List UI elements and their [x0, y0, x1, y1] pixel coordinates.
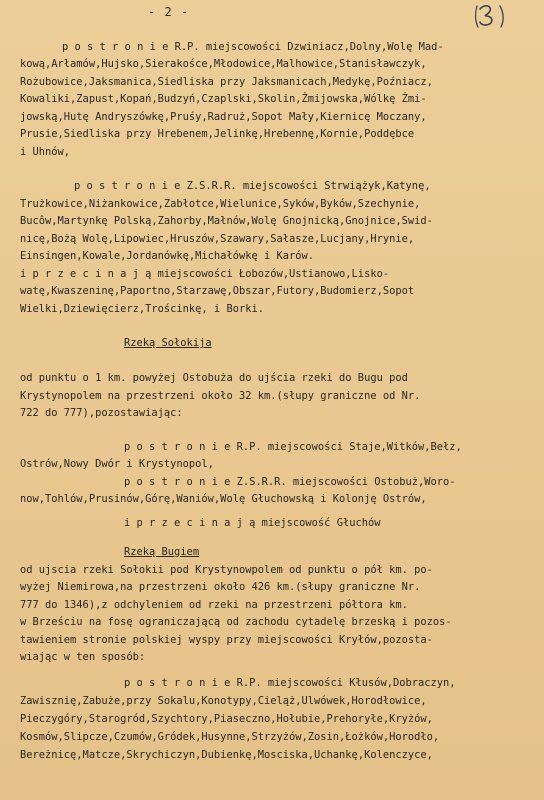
- text-line: Kosmów,Slipcze,Czumów,Gródek,Husynne,Strzyżów,Zosin,Łożków,Horodło,: [20, 731, 440, 743]
- text-line: wyżej Niemirowa,na przestrzeni około 426 km.(słupy graniczne Nr.: [20, 581, 421, 593]
- text-line: Prusie,Siedliska przy Hrebenem,Jelinkę,Hrebennę,Kornie,Poddębce: [20, 128, 415, 140]
- text-line: 722 do 777),pozostawiając:: [20, 407, 183, 419]
- text-line: p o s t r o n i e R.P. miejscowości Kłusów,Dobraczyn,: [124, 677, 456, 689]
- text-line: nicę,Bożą Wolę,Lipowiec,Hruszów,Szawary,Sałasze,Lucjany,Hrynie,: [20, 233, 415, 245]
- text-line: Bucôw,Martynkę Polską,Zahorby,Małnów,Wolę Gnojnicką,Gnojnice,Swid-: [20, 215, 433, 227]
- text-line: Pieczygóry,Starogród,Szychtory,Piaseczno,Hołubie,Prehoryłe,Kryżów,: [20, 713, 433, 725]
- text-line: i p r z e c i n a j ą miejscowości Łobozów,Ustianowo,Lisko-: [20, 268, 390, 280]
- text-line: Kowaliki,Zapust,Kopań,Budzyń,Czaplski,Skolin,Żmijowska,Wólkę Żmi-: [20, 93, 427, 105]
- text-line: 777 do 1346),z odchyleniem od rzeki na przestrzeni półtora km.: [20, 599, 408, 611]
- text-line: now,Tohlów,Prusinów,Górę,Waniów,Wolę Głuchowską i Kolonję Ostrów,: [20, 493, 427, 505]
- text-line: p o s t r o n i e R.P. miejscowości Dzwiniacz,Dolny,Wolę Mad-: [62, 41, 444, 53]
- section-heading: Rzeką Sołokija: [124, 337, 212, 349]
- text-line: wiając w ten sposób:: [20, 651, 146, 663]
- text-line: w Brześciu na fosę ograniczającą od zachodu cytadelę brzeską i pozos-: [20, 616, 452, 628]
- text-line: Ostrów,Nowy Dwór i Krystynopol,: [20, 458, 214, 470]
- text-line: watę,Kwaszeninę,Paportno,Starzawę,Obszar,Futory,Budomierz,Sopot: [20, 285, 415, 297]
- text-line: tawieniem stronie polskiej wyspy przy miejscowości Kryłów,pozosta-: [20, 634, 433, 646]
- text-line: od ujscia rzeki Sołokii pod Krystynowpolem od punktu o pół km. po-: [20, 564, 433, 576]
- text-line: jowską,Hutę Andryszówkę,Pruśy,Radruż,Sopot Mały,Kiernicę Moczany,: [20, 111, 427, 123]
- page-number: - 2 -: [148, 5, 190, 19]
- text-line: kową,Arłamów,Hujsko,Sierakośce,Młodowice,Malhowice,Stanisławczyk,: [20, 58, 427, 70]
- text-line: Wielki,Dziewięcierz,Trościnkę, i Borki.: [20, 303, 264, 315]
- text-line: i p r z e c i n a j ą miejscowość Głuchów: [124, 517, 381, 529]
- text-line: p o s t r o n i e R.P. miejscowości Staje,Witków,Bełz,: [124, 441, 462, 453]
- text-line: Zawisznię,Zabuże,przy Sokalu,Konotypy,Cieląż,Ulwówek,Horodłowice,: [20, 695, 427, 707]
- text-line: p o s t r o n i e Z.S.R.R. miejscowości Ostobuż,Woro-: [124, 476, 456, 488]
- text-line: Rożubowice,Jaksmanica,Siedliska przy Jaksmanicach,Medykę,Poźniacz,: [20, 76, 433, 88]
- text-line: i Uhnów,: [20, 146, 71, 158]
- text-line: Bereżnicę,Matcze,Skrychiczyn,Dubienkę,Mosciska,Uchankę,Kolenczyce,: [20, 749, 433, 761]
- text-line: Krystynopolem na przestrzeni około 32 km.(słupy graniczne od Nr.: [20, 390, 421, 402]
- text-line: Trużkowice,Niżankowice,Zabłotce,Wielunice,Syków,Byków,Szechynie,: [20, 198, 421, 210]
- section-heading: Rzeką Bugiem: [124, 546, 200, 558]
- text-line: p o s t r o n i e Z.S.R.R. miejscowości Strwiążyk,Katynę,: [74, 180, 431, 192]
- handwritten-page-mark-icon: [474, 3, 506, 29]
- text-line: od punktu o 1 km. powyżej Ostobuża do ujścia rzeki do Bugu pod: [20, 372, 408, 384]
- text-line: Einsingen,Kowale,Jordanówkę,Michałówkę i Karów.: [20, 250, 315, 262]
